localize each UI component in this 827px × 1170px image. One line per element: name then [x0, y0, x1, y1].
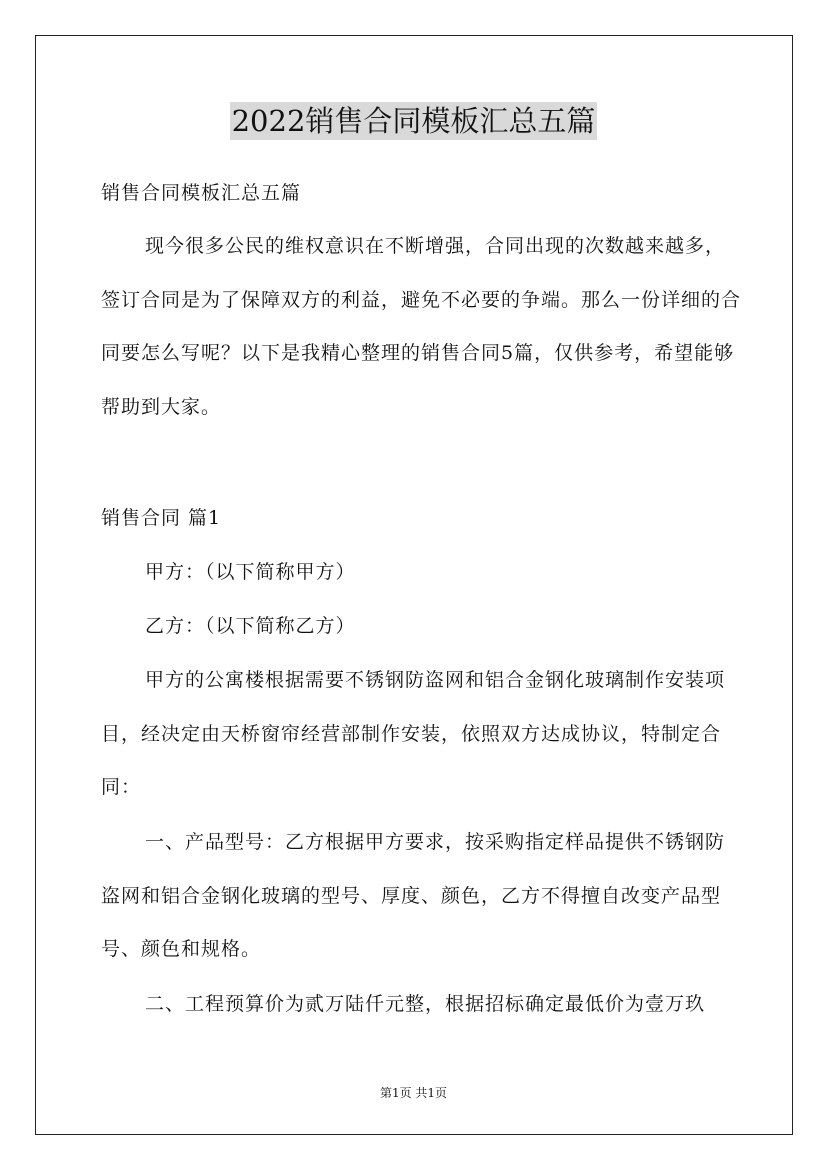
document-title-wrap [0, 102, 827, 140]
party-a-line: 甲方：（以下简称甲方） [145, 561, 356, 583]
page-number: 第1页 共1页 [379, 1086, 448, 1100]
section-heading: 销售合同 篇1 [101, 507, 222, 529]
contract-paragraph-2: 一、产品型号：乙方根据甲方要求，按采购指定样品提供不锈钢防盗网和铝合金钢化玻璃的型号、厚度、颜色，乙方不得擅自改变产品型号、颜色和规格。 [101, 831, 726, 960]
page-footer [0, 1084, 827, 1101]
contract-paragraph-3: 二、工程预算价为贰万陆仟元整，根据招标确定最低价为壹万玖 [145, 993, 706, 1015]
document-subtitle: 销售合同模板汇总五篇 [101, 182, 302, 204]
intro-paragraph: 现今很多公民的维权意识在不断增强，合同出现的次数越来越多，签订合同是为了保障双方的利益，避免不必要的争端。那么一份详细的合同要怎么写呢？以下是我精心整理的销售合同5篇，仅供参考，希望能够帮助到大家。 [101, 235, 742, 418]
party-b-line: 乙方：（以下简称乙方） [145, 615, 356, 637]
contract-paragraph-1: 甲方的公寓楼根据需要不锈钢防盗网和铝合金钢化玻璃制作安装项目，经决定由天桥窗帘经营部制作安装，依照双方达成协议，特制定合同： [101, 669, 726, 798]
document-title: 2022销售合同模板汇总五篇 [231, 104, 596, 138]
